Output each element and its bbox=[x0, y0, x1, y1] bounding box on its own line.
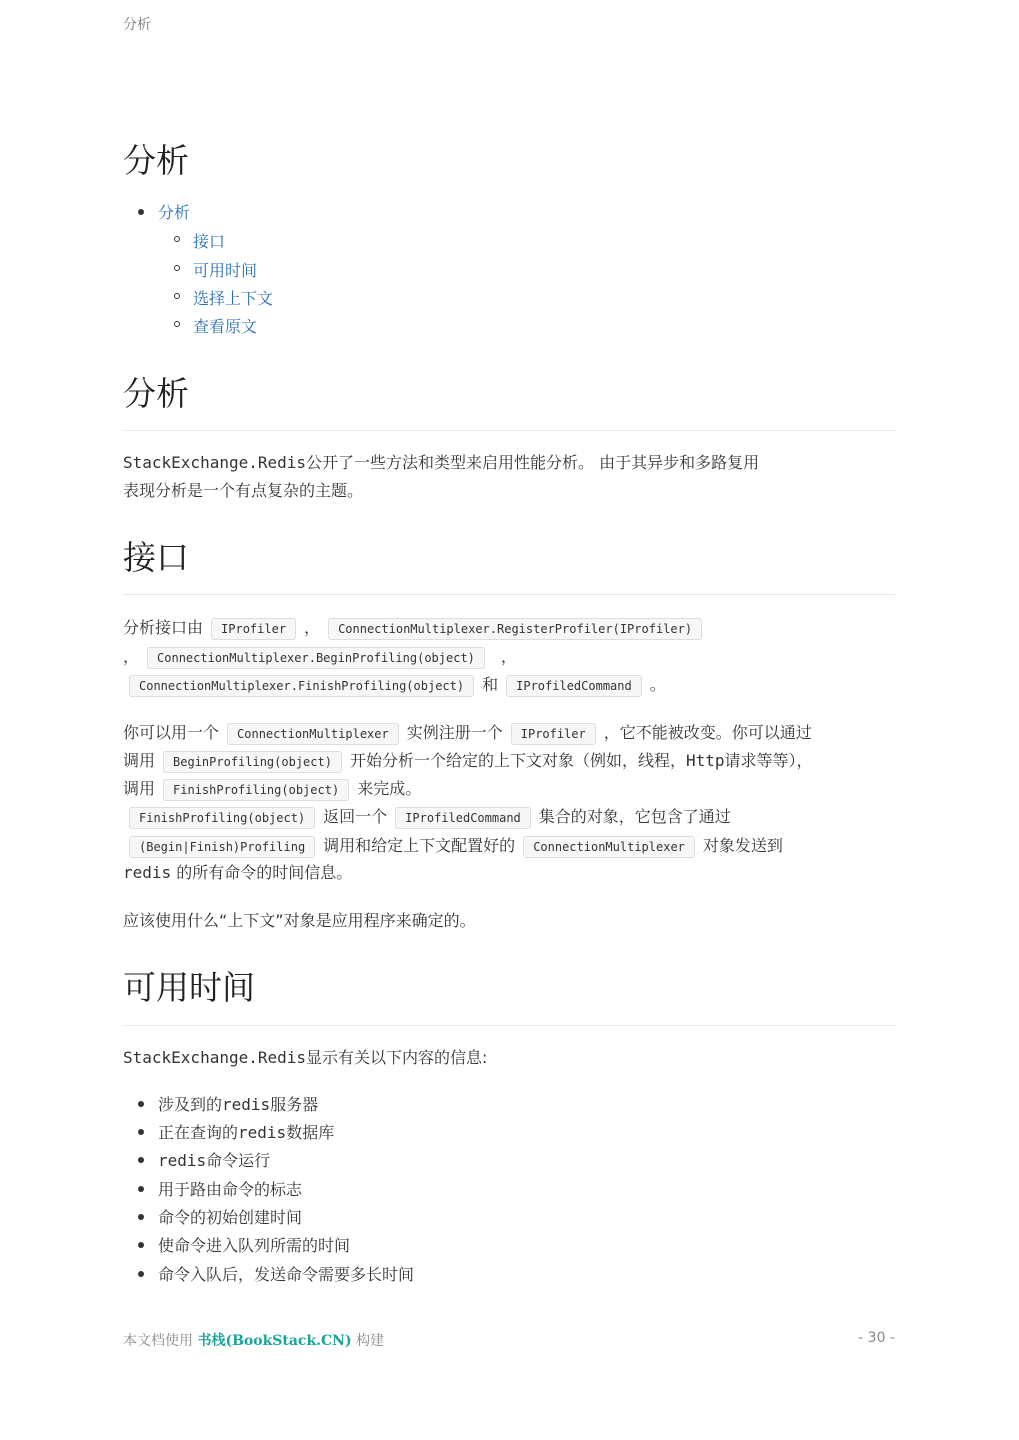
page-title: 分析 bbox=[123, 141, 189, 180]
page-number: - 30 - bbox=[858, 1330, 895, 1346]
toc-link[interactable]: 查看原文 bbox=[193, 317, 258, 336]
toc-item-available-time[interactable] bbox=[193, 258, 257, 281]
footer-brand-link[interactable]: 书栈(BookStack.CN) bbox=[197, 1333, 352, 1349]
paragraph-line: StackExchange.Redis公开了一些方法和类型来启用性能分析。 由于其异步和多路复用 bbox=[123, 453, 760, 472]
inline-code: ConnectionMultiplexer.FinishProfiling(object) bbox=[129, 675, 474, 697]
toc-item-choose-context[interactable] bbox=[193, 286, 273, 309]
paragraph-line: redis 的所有命令的时间信息。 bbox=[123, 863, 353, 882]
running-header: 分析 bbox=[123, 17, 151, 33]
list-item: 命令入队后，发送命令需要多长时间 bbox=[158, 1262, 414, 1285]
toc-item-interface[interactable] bbox=[193, 229, 225, 252]
list-item: redis命令运行 bbox=[158, 1148, 270, 1171]
inline-code: (Begin|Finish)Profiling bbox=[129, 836, 315, 858]
toc-item-analysis[interactable] bbox=[158, 200, 190, 223]
paragraph-line: 分析接口由 IProfiler ， ConnectionMultiplexer.RegisterProfiler(IProfiler) bbox=[123, 614, 710, 643]
inline-code: ConnectionMultiplexer bbox=[523, 836, 695, 858]
inline-code: ConnectionMultiplexer.RegisterProfiler(IProfiler) bbox=[328, 618, 702, 640]
toc-item-view-original[interactable] bbox=[193, 314, 257, 337]
toc-link[interactable]: 可用时间 bbox=[193, 261, 258, 280]
toc-link[interactable]: 分析 bbox=[158, 203, 191, 222]
footer-suffix: 构建 bbox=[356, 1333, 385, 1349]
page-footer bbox=[123, 1330, 895, 1350]
section-heading-analysis: 分析 bbox=[123, 374, 189, 413]
list-item: 使命令进入队列所需的时间 bbox=[158, 1233, 350, 1256]
paragraph-line: StackExchange.Redis显示有关以下内容的信息: bbox=[123, 1048, 488, 1067]
list-item: 涉及到的redis服务器 bbox=[158, 1092, 318, 1115]
paragraph-line: ConnectionMultiplexer.FinishProfiling(object) 和 IProfiledCommand 。 bbox=[123, 671, 666, 700]
paragraph-line: (Begin|Finish)Profiling 调用和给定上下文配置好的 ConnectionMultiplexer 对象发送到 bbox=[123, 832, 783, 861]
toc-link[interactable]: 接口 bbox=[193, 232, 226, 251]
list-item: 用于路由命令的标志 bbox=[158, 1177, 302, 1200]
paragraph-line: 调用 FinishProfiling(object) 来完成。 bbox=[123, 775, 421, 804]
section-heading-available-time: 可用时间 bbox=[123, 968, 255, 1007]
inline-code: FinishProfiling(object) bbox=[163, 779, 349, 801]
toc-link[interactable]: 选择上下文 bbox=[193, 289, 274, 308]
inline-code: FinishProfiling(object) bbox=[129, 807, 315, 829]
inline-mono: StackExchange.Redis bbox=[123, 453, 307, 472]
heading-divider bbox=[123, 594, 895, 595]
heading-divider bbox=[123, 430, 895, 431]
paragraph-line: 调用 BeginProfiling(object) 开始分析一个给定的上下文对象（例如，线程，Http请求等等）， bbox=[123, 747, 813, 776]
inline-code: IProfiler bbox=[211, 618, 296, 640]
inline-code: ConnectionMultiplexer bbox=[227, 723, 399, 745]
inline-code: IProfiledCommand bbox=[506, 675, 642, 697]
list-item: 正在查询的redis数据库 bbox=[158, 1120, 334, 1143]
heading-divider bbox=[123, 1025, 895, 1026]
inline-code: BeginProfiling(object) bbox=[163, 751, 342, 773]
paragraph-line: 表现分析是一个有点复杂的主题。 bbox=[123, 481, 364, 500]
inline-code: IProfiler bbox=[511, 723, 596, 745]
list-item: 命令的初始创建时间 bbox=[158, 1205, 302, 1228]
paragraph-line: FinishProfiling(object) 返回一个 IProfiledCommand 集合的对象，它包含了通过 bbox=[123, 803, 731, 832]
inline-code: ConnectionMultiplexer.BeginProfiling(object) bbox=[147, 647, 485, 669]
paragraph-line: 应该使用什么“上下文”对象是应用程序来确定的。 bbox=[123, 911, 476, 930]
paragraph-line: 你可以用一个 ConnectionMultiplexer 实例注册一个 IProfiler ，它不能被改变。你可以通过 bbox=[123, 719, 812, 748]
paragraph-line: ， ConnectionMultiplexer.BeginProfiling(object) ， bbox=[123, 643, 517, 672]
inline-code: IProfiledCommand bbox=[395, 807, 531, 829]
footer-prefix: 本文档使用 bbox=[123, 1333, 193, 1349]
section-heading-interface: 接口 bbox=[123, 538, 189, 577]
